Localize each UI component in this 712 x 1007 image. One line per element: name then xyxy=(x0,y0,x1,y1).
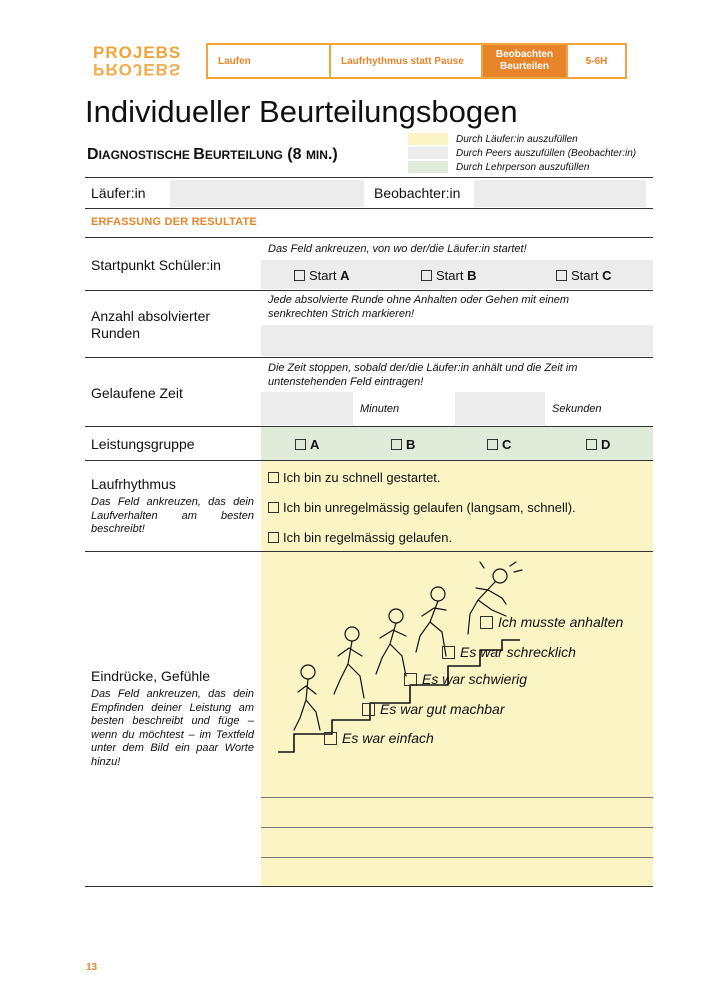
legend-swatch-green xyxy=(408,161,448,173)
feeling-option-4[interactable]: Es war gut machbar xyxy=(362,701,505,717)
nav-grade: 5-6H xyxy=(585,55,608,67)
checkbox-icon[interactable] xyxy=(324,732,337,745)
start-option-b[interactable]: Start B xyxy=(421,268,476,283)
time-label: Gelaufene Zeit xyxy=(91,385,183,401)
observer-name-field[interactable] xyxy=(474,180,646,207)
observer-label: Beobachter:in xyxy=(374,185,461,201)
start-label: Startpunkt Schüler:in xyxy=(91,257,221,273)
legend-swatch-yellow xyxy=(408,133,448,145)
minutes-label: Minuten xyxy=(360,403,400,415)
group-option-b[interactable]: B xyxy=(391,437,415,452)
rhythm-option-3[interactable]: Ich bin regelmässig gelaufen. xyxy=(268,530,452,545)
checkbox-icon[interactable] xyxy=(442,646,455,659)
runner-head xyxy=(493,569,507,583)
checkbox-icon[interactable] xyxy=(404,673,417,686)
feelings-label: Eindrücke, Gefühle xyxy=(91,668,211,684)
rounds-tally-field[interactable] xyxy=(261,325,653,356)
nav-phase-active xyxy=(483,45,568,77)
feelings-description: Das Feld ankreuzen, das dein Empfinden deiner Leistung am besten beschreibt und füge – wenn du möchtest – im Textfeld unter dem Bild ein paar Worte hinzu! xyxy=(91,688,254,768)
checkbox-icon[interactable] xyxy=(391,439,402,450)
checkbox-icon[interactable] xyxy=(268,502,279,513)
checkbox-icon[interactable] xyxy=(295,439,306,450)
group-option-c[interactable]: C xyxy=(487,437,511,452)
checkbox-icon[interactable] xyxy=(556,270,567,281)
checkbox-icon[interactable] xyxy=(294,270,305,281)
checkbox-icon[interactable] xyxy=(268,472,279,483)
divider xyxy=(85,886,653,887)
checkbox-icon[interactable] xyxy=(362,703,375,716)
legend-item-teacher: Durch Lehrperson auszufüllen xyxy=(408,160,636,174)
feeling-option-5[interactable]: Es war einfach xyxy=(324,730,434,746)
runner-body xyxy=(294,679,320,730)
time-instruction: Die Zeit stoppen, sobald der/die Läufer:in anhält und die Zeit im untenstehenden Feld eintragen! xyxy=(268,362,578,388)
checkbox-icon[interactable] xyxy=(268,532,279,543)
legend-item-peers: Durch Peers auszufüllen (Beobachter:in) xyxy=(408,146,636,160)
color-legend xyxy=(408,132,636,174)
runner-body xyxy=(376,623,406,676)
nav-phase-line2: Beurteilen xyxy=(500,61,549,72)
writing-line[interactable] xyxy=(261,797,653,798)
seconds-label: Sekunden xyxy=(552,403,602,415)
section-heading: ERFASSUNG DER RESULTATE xyxy=(91,216,257,228)
section-subtitle: DIAGNOSTISCHE BEURTEILUNG (8 MIN.) xyxy=(87,146,338,163)
writing-line[interactable] xyxy=(261,827,653,828)
legend-swatch-gray xyxy=(408,147,448,159)
start-instruction: Das Feld ankreuzen, von wo der/die Läufer:in startet! xyxy=(268,243,527,255)
divider xyxy=(85,208,653,209)
rhythm-option-1[interactable]: Ich bin zu schnell gestartet. xyxy=(268,470,441,485)
header-nav xyxy=(206,43,627,79)
nav-lesson: Laufrhythmus statt Pause xyxy=(331,45,483,77)
rounds-instruction: Jede absolvierte Runde ohne Anhalten oder Gehen mit einem senkrechten Strich markieren! xyxy=(268,294,570,320)
group-option-a[interactable]: A xyxy=(295,437,319,452)
writing-line[interactable] xyxy=(261,857,653,858)
divider xyxy=(85,290,653,291)
rhythm-option-2[interactable]: Ich bin unregelmässig gelaufen (langsam, schnell). xyxy=(268,500,576,515)
runner-head xyxy=(345,627,359,641)
runner-label: Läufer:in xyxy=(91,185,146,201)
logo-text-mirrored: PROJEBS xyxy=(93,60,182,79)
runner-head xyxy=(301,665,315,679)
minutes-field[interactable] xyxy=(261,392,353,425)
runner-body xyxy=(334,641,364,698)
checkbox-icon[interactable] xyxy=(586,439,597,450)
start-option-c[interactable]: Start C xyxy=(556,268,611,283)
runner-head xyxy=(431,587,445,601)
sweat-lines xyxy=(480,562,522,572)
group-option-d[interactable]: D xyxy=(586,437,610,452)
divider xyxy=(85,237,653,238)
logo-text: PROJEBS xyxy=(93,43,182,62)
divider xyxy=(85,357,653,358)
nav-topic: Laufen xyxy=(208,45,331,77)
feeling-option-1[interactable]: Ich musste anhalten xyxy=(480,614,623,630)
divider xyxy=(85,177,653,178)
runner-name-field[interactable] xyxy=(170,180,364,207)
feeling-option-2[interactable]: Es war schrecklich xyxy=(442,644,576,660)
page-title: Individueller Beurteilungsbogen xyxy=(85,94,518,129)
seconds-field[interactable] xyxy=(455,392,545,425)
start-option-a[interactable]: Start A xyxy=(294,268,349,283)
legend-item-runner: Durch Läufer:in auszufüllen xyxy=(408,132,636,146)
nav-phase-line1: Beobachten xyxy=(495,49,554,60)
checkbox-icon[interactable] xyxy=(480,616,493,629)
rhythm-description: Das Feld ankreuzen, das dein Laufverhalten am besten beschreibt! xyxy=(91,496,254,535)
runner-head xyxy=(389,609,403,623)
feeling-option-3[interactable]: Es war schwierig xyxy=(404,671,527,687)
checkbox-icon[interactable] xyxy=(487,439,498,450)
group-label: Leistungsgruppe xyxy=(91,436,195,452)
page-number: 13 xyxy=(86,962,98,973)
checkbox-icon[interactable] xyxy=(421,270,432,281)
projebs-logo xyxy=(93,44,193,80)
rhythm-label: Laufrhythmus xyxy=(91,476,176,492)
rounds-label: Anzahl absolvierter Runden xyxy=(91,308,211,341)
